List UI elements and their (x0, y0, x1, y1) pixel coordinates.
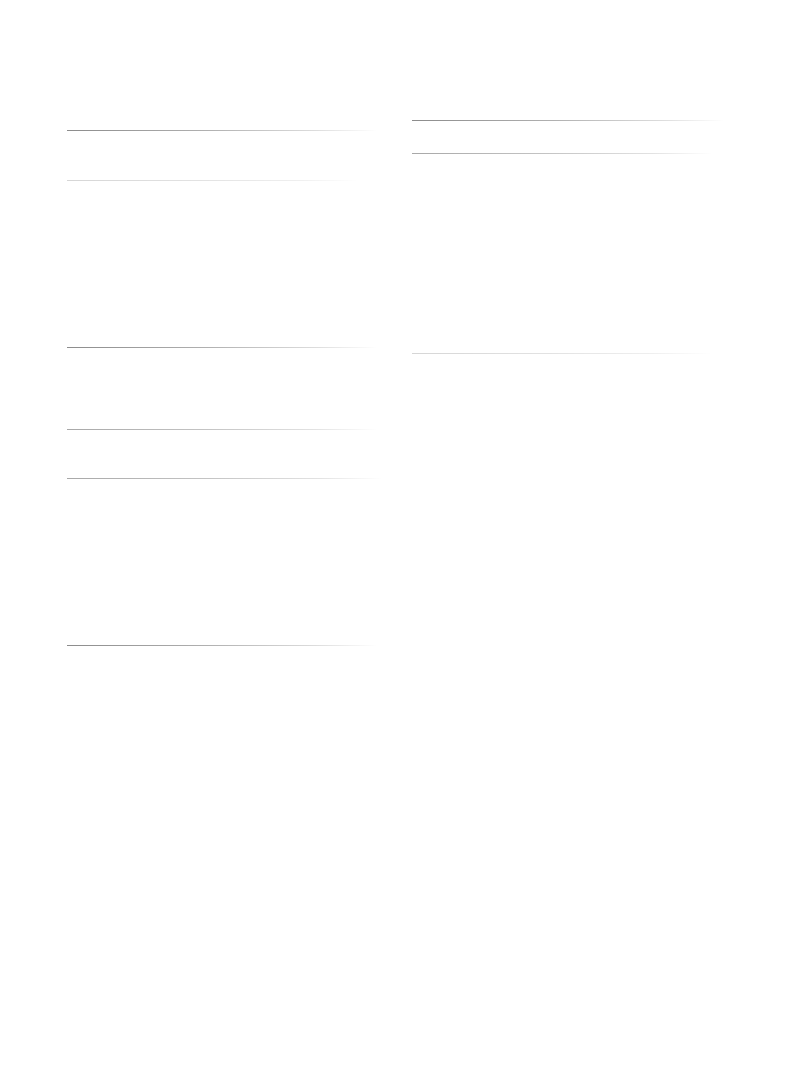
section-divider (412, 353, 712, 354)
content-band (412, 121, 727, 153)
right-column (412, 0, 727, 1067)
content-band (67, 181, 382, 347)
content-band (67, 430, 382, 478)
left-column (67, 0, 382, 1067)
content-band (67, 131, 382, 180)
section-divider (67, 645, 377, 646)
content-band (67, 348, 382, 429)
content-band (67, 479, 382, 645)
content-band (412, 154, 727, 353)
